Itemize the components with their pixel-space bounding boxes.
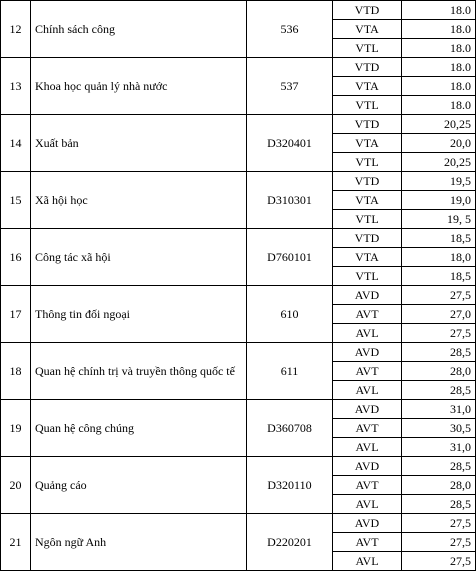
cutoff-score: 28,5 (402, 381, 476, 400)
cutoff-score: 27,5 (402, 324, 476, 343)
cutoff-score: 27,5 (402, 533, 476, 552)
table-body (1, 1, 476, 571)
cutoff-score: 28,5 (402, 457, 476, 476)
exam-block: AVL (333, 381, 402, 400)
exam-block: AVD (333, 514, 402, 533)
major-code: 611 (247, 343, 333, 400)
cutoff-score: 19, 5 (402, 210, 476, 229)
exam-block: VTA (333, 134, 402, 153)
cutoff-score: 18.0 (402, 20, 476, 39)
exam-block: AVD (333, 457, 402, 476)
exam-block: AVL (333, 552, 402, 571)
table-row (1, 115, 476, 134)
cutoff-score: 27,5 (402, 514, 476, 533)
cutoff-score: 31,0 (402, 400, 476, 419)
exam-block: VTL (333, 210, 402, 229)
exam-block: VTD (333, 172, 402, 191)
exam-block: VTD (333, 115, 402, 134)
cutoff-score: 18.0 (402, 1, 476, 20)
exam-block: AVD (333, 400, 402, 419)
table-row (1, 229, 476, 248)
major-code: D320110 (247, 457, 333, 514)
exam-block: VTD (333, 58, 402, 77)
major-name: Quảng cáo (31, 457, 247, 514)
table-row (1, 457, 476, 476)
cutoff-score: 28,0 (402, 476, 476, 495)
row-number: 17 (1, 286, 31, 343)
table-row (1, 58, 476, 77)
cutoff-score: 30,5 (402, 419, 476, 438)
cutoff-score: 18.0 (402, 39, 476, 58)
major-code: 537 (247, 58, 333, 115)
row-number: 16 (1, 229, 31, 286)
row-number: 21 (1, 514, 31, 571)
cutoff-score: 28,0 (402, 362, 476, 381)
row-number: 13 (1, 58, 31, 115)
cutoff-score: 20,0 (402, 134, 476, 153)
cutoff-score: 18,5 (402, 229, 476, 248)
exam-block: AVD (333, 343, 402, 362)
table-row (1, 286, 476, 305)
cutoff-score: 20,25 (402, 115, 476, 134)
exam-block: VTL (333, 96, 402, 115)
exam-block: VTD (333, 229, 402, 248)
major-code: 536 (247, 1, 333, 58)
major-name: Xã hội học (31, 172, 247, 229)
cutoff-score: 18,5 (402, 267, 476, 286)
major-name: Quan hệ chính trị và truyền thông quốc tế (31, 343, 247, 400)
cutoff-score: 19,5 (402, 172, 476, 191)
table-row (1, 514, 476, 533)
cutoff-score: 27,0 (402, 305, 476, 324)
major-name: Xuất bản (31, 115, 247, 172)
cutoff-score: 28,5 (402, 343, 476, 362)
row-number: 12 (1, 1, 31, 58)
major-code: D310301 (247, 172, 333, 229)
cutoff-score: 27,5 (402, 286, 476, 305)
row-number: 14 (1, 115, 31, 172)
exam-block: VTA (333, 20, 402, 39)
major-code: D760101 (247, 229, 333, 286)
exam-block: VTD (333, 1, 402, 20)
exam-block: VTL (333, 153, 402, 172)
row-number: 18 (1, 343, 31, 400)
major-code: D360708 (247, 400, 333, 457)
cutoff-score: 18.0 (402, 77, 476, 96)
cutoff-score: 18.0 (402, 58, 476, 77)
exam-block: AVT (333, 419, 402, 438)
exam-block: VTL (333, 267, 402, 286)
major-name: Quan hệ công chúng (31, 400, 247, 457)
major-code: D220201 (247, 514, 333, 571)
cutoff-score: 18.0 (402, 96, 476, 115)
table-row (1, 400, 476, 419)
exam-block: AVT (333, 533, 402, 552)
major-code: D320401 (247, 115, 333, 172)
major-name: Chính sách công (31, 1, 247, 58)
exam-block: AVL (333, 324, 402, 343)
exam-block: AVL (333, 438, 402, 457)
row-number: 15 (1, 172, 31, 229)
major-name: Khoa học quản lý nhà nước (31, 58, 247, 115)
cutoff-score: 18,0 (402, 248, 476, 267)
exam-block: VTA (333, 248, 402, 267)
major-name: Công tác xã hội (31, 229, 247, 286)
exam-block: VTA (333, 191, 402, 210)
cutoff-score: 27,5 (402, 552, 476, 571)
major-name: Thông tin đối ngoại (31, 286, 247, 343)
cutoff-score: 31,0 (402, 438, 476, 457)
major-name: Ngôn ngữ Anh (31, 514, 247, 571)
cutoff-score: 28,5 (402, 495, 476, 514)
exam-block: AVL (333, 495, 402, 514)
exam-block: VTL (333, 39, 402, 58)
cutoff-score: 20,25 (402, 153, 476, 172)
cutoff-score: 19,0 (402, 191, 476, 210)
major-code: 610 (247, 286, 333, 343)
table-row (1, 343, 476, 362)
exam-block: VTA (333, 77, 402, 96)
table-row (1, 172, 476, 191)
row-number: 19 (1, 400, 31, 457)
exam-block: AVT (333, 476, 402, 495)
exam-block: AVT (333, 305, 402, 324)
table-row (1, 1, 476, 20)
row-number: 20 (1, 457, 31, 514)
exam-block: AVT (333, 362, 402, 381)
exam-block: AVD (333, 286, 402, 305)
